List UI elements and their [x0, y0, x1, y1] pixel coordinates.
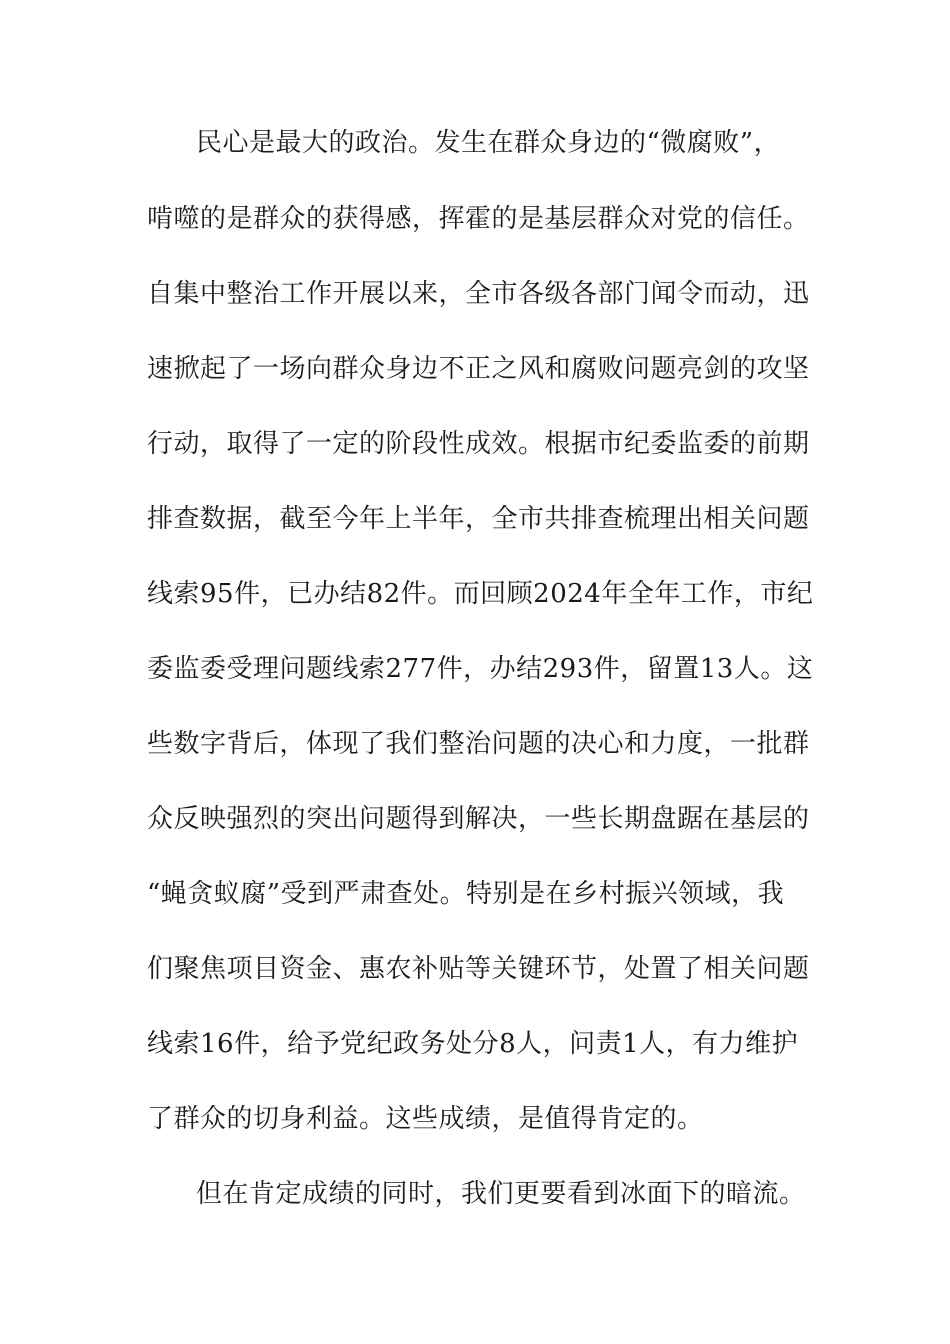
- paragraph-2-line-1: 但在肯定成绩的同时，我们更要看到冰面下的暗流。: [196, 1179, 806, 1209]
- paragraph-1-line-4: 速掀起了一场向群众身边不正之风和腐败问题亮剑的攻坚: [147, 354, 810, 384]
- paragraph-1-line-3: 自集中整治工作开展以来，全市各级各部门闻令而动，迅: [147, 279, 810, 309]
- paragraph-1-line-14: 了群众的切身利益。这些成绩，是值得肯定的。: [147, 1104, 704, 1134]
- paragraph-1-line-8: 委监委受理问题线索277件，办结293件，留置13人。这: [147, 654, 814, 684]
- paragraph-1-line-7: 线索95件，已办结82件。而回顾2024年全年工作，市纪: [147, 579, 814, 609]
- paragraph-1-line-11: “蝇贪蚁腐”受到严肃查处。特别是在乡村振兴领域，我: [147, 879, 785, 909]
- paragraph-1-line-2: 啃噬的是群众的获得感，挥霍的是基层群众对党的信任。: [147, 204, 810, 234]
- paragraph-1-line-5: 行动，取得了一定的阶段性成效。根据市纪委监委的前期: [147, 429, 810, 459]
- paragraph-1-line-9: 些数字背后，体现了我们整治问题的决心和力度，一批群: [147, 729, 810, 759]
- paragraph-1-line-6: 排查数据，截至今年上半年，全市共排查梳理出相关问题: [147, 504, 810, 534]
- paragraph-1-line-10: 众反映强烈的突出问题得到解决，一些长期盘踞在基层的: [147, 804, 810, 834]
- paragraph-1-line-12: 们聚焦项目资金、惠农补贴等关键环节，处置了相关问题: [147, 954, 810, 984]
- paragraph-1-line-1: 民心是最大的政治。发生在群众身边的“微腐败”，: [196, 128, 781, 158]
- paragraph-1-line-13: 线索16件，给予党纪政务处分8人，问责1人，有力维护: [147, 1029, 799, 1059]
